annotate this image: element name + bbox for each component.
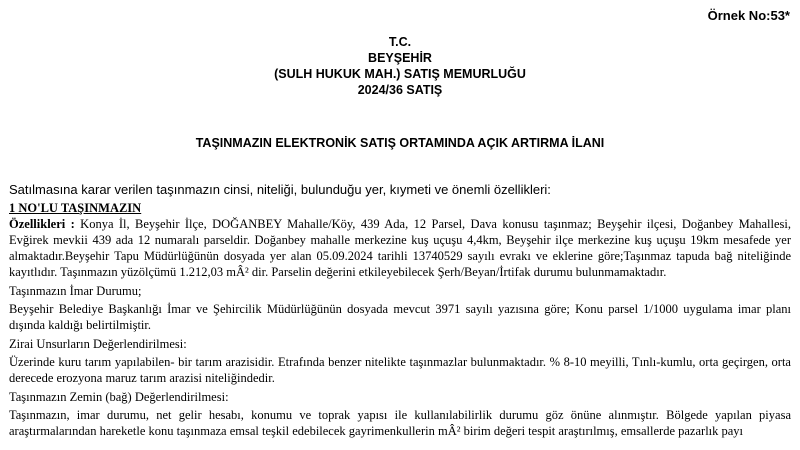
intro-text: Satılmasına karar verilen taşınmazın cinsi, niteliği, bulunduğu yer, kıymeti ve önemli özellikleri: [9, 182, 551, 197]
zoning-text: Beyşehir Belediye Başkanlığı İmar ve Şehircilik Müdürlüğünün dosyada mevcut 3971 sayılı yazısına göre; Konu parsel 1/1000 uygulama imar planı dışında kaldığı belirtilmiştir. [9, 302, 791, 332]
sample-number: Örnek No:53* [707, 8, 790, 23]
features-text: Konya İl, Beyşehir İlçe, DOĞANBEY Mahalle/Köy, 439 Ada, 12 Parsel, Dava konusu taşınmaz; Beyşehir ilçesi, Doğanbey Mahallesi, Evğirek mevkii 439 ada 12 numaralı parseldir. Doğanbey mahalle merkezine kuş uçuşu 4,4km, Beyşehir ilçe merkezine kuş uçuşu 19km mesafede yer almaktadır.Beyşehir Tapu Müdürlüğünün dosyada yer alan 05.09.2024 tarihli 13740529 sayılı evrakı ve eklerine göre;Taşınmaz tapuda bağ niteliğinde kayıtlıdır. Taşınmazın yüzölçümü 1.212,03 mÂ² dir. Parselin değerini etkileyebilecek Şerh/Beyan/İrtifak durumu bulunmamaktadır. [9, 217, 791, 279]
header-line-file-number: 2024/36 SATIŞ [357, 83, 443, 97]
zoning-heading: Taşınmazın İmar Durumu; [9, 284, 142, 298]
header-line-district: BEYŞEHİR [368, 51, 432, 65]
header-line-state: T.C. [388, 35, 412, 49]
agri-text: Üzerinde kuru tarım yapılabilen- bir tarım arazisidir. Etrafında benzer nitelikte taşınmazlar bulunmaktadır. % 8-10 meyilli, Tınlı-kumlu, orta geçirgen, orta derecede erozyona maruz tarım arazisi niteliğindedir. [9, 355, 791, 385]
header-line-office: (SULH HUKUK MAH.) SATIŞ MEMURLUĞU [274, 67, 526, 81]
ground-text: Taşınmazın, imar durumu, net gelir hesabı, konumu ve toprak yapısı ile kullanılabilirlik durumu göz önüne alınmıştır. Bölgede yapılan piyasa araştırmalarından hareketle konu taşınmaza emsal teşkil edebilecek gayrimenkullerin mÂ² birim değeri tespit araştırılmış, emsallerde pazarlık payı [9, 408, 791, 438]
announcement-title: TAŞINMAZIN ELEKTRONİK SATIŞ ORTAMINDA AÇIK ARTIRMA İLANI [195, 136, 605, 150]
document-header [0, 34, 800, 98]
section-title: 1 NO'LU TAŞINMAZIN [9, 201, 142, 215]
features-paragraph [9, 216, 791, 280]
ground-heading: Taşınmazın Zemin (bağ) Değerlendirilmesi: [9, 390, 229, 404]
features-label: Özellikleri : [9, 217, 75, 231]
agri-heading: Zirai Unsurların Değerlendirilmesi: [9, 337, 187, 351]
document-body [9, 200, 791, 442]
